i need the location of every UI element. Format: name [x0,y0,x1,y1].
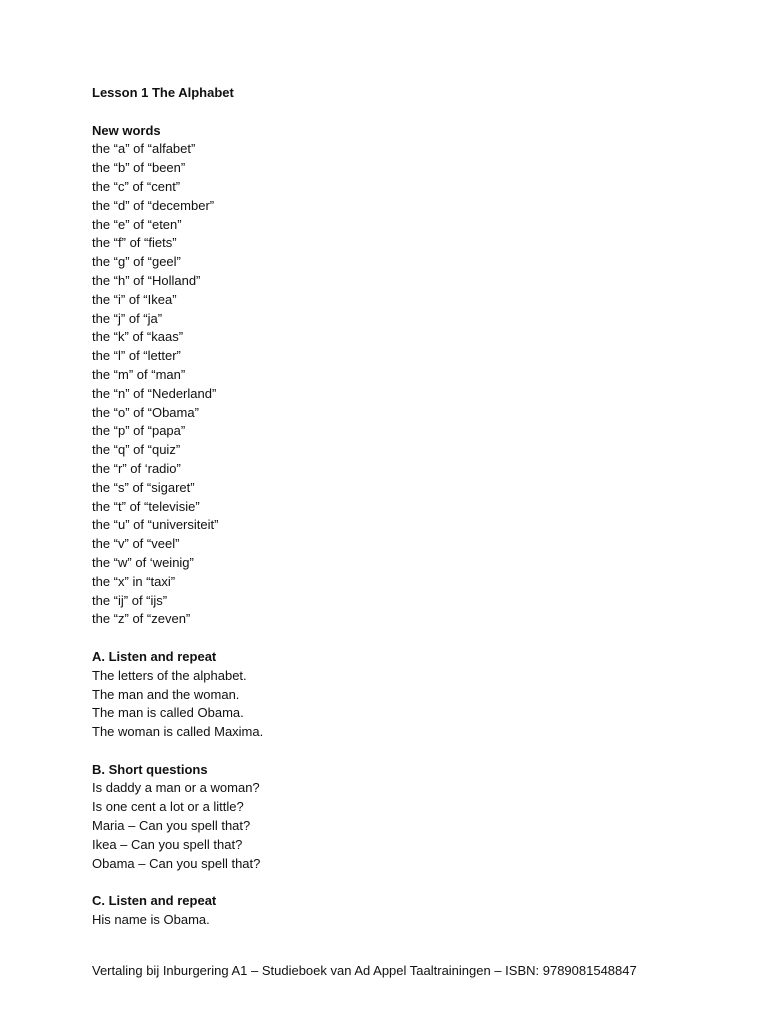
section-c-line: His name is Obama. [92,912,210,928]
new-word-item: the “u” of “universiteit” [92,517,219,533]
page-footer: Vertaling bij Inburgering A1 – Studieboek van Ad Appel Taaltrainingen – ISBN: 9789081548847 [92,963,637,978]
section-a-line: The letters of the alphabet. [92,667,247,683]
document-body [92,84,732,930]
new-word-item: the “i” of “Ikea” [92,291,177,307]
new-word-item: the “e” of “eten” [92,216,182,232]
spacer [92,103,732,122]
new-word-item: the “s” of “sigaret” [92,479,195,495]
lesson-title: Lesson 1 The Alphabet [92,85,234,100]
new-word-item: the “r” of ‘radio” [92,460,181,476]
new-word-item: the “m” of “man” [92,366,186,382]
section-b-line: Is one cent a lot or a little? [92,799,244,815]
new-word-item: the “x” in “taxi” [92,573,176,589]
new-word-item: the “h” of “Holland” [92,272,201,288]
new-word-item: the “ij” of “ijs” [92,592,168,608]
new-word-item: the “c” of “cent” [92,178,181,194]
section-b-line: Maria – Can you spell that? [92,818,251,834]
section-b-line: Ikea – Can you spell that? [92,836,243,852]
section-b-heading: B. Short questions [92,761,208,777]
section-b-line: Is daddy a man or a woman? [92,780,260,796]
new-words-list [92,140,732,629]
new-word-item: the “j” of “ja” [92,310,163,326]
new-word-item: the “z” of “zeven” [92,611,191,627]
new-word-item: the “k” of “kaas” [92,329,184,345]
section-a-line: The woman is called Maxima. [92,724,264,740]
new-word-item: the “p” of “papa” [92,423,186,439]
section-a-line: The man is called Obama. [92,705,244,721]
section-c-heading: C. Listen and repeat [92,893,217,909]
new-word-item: the “g” of “geel” [92,254,181,270]
new-word-item: the “a” of “alfabet” [92,141,196,157]
new-word-item: the “v” of “veel” [92,536,180,552]
new-word-item: the “o” of “Obama” [92,404,199,420]
new-word-item: the “l” of “letter” [92,348,181,364]
section-a-line: The man and the woman. [92,686,240,702]
new-word-item: the “d” of “december” [92,197,215,213]
spacer [92,873,732,892]
section-a-heading: A. Listen and repeat [92,648,217,664]
new-word-item: the “n” of “Nederland” [92,385,217,401]
new-word-item: the “q” of “quiz” [92,442,181,458]
section-b-line: Obama – Can you spell that? [92,855,261,871]
new-word-item: the “w” of ‘weinig” [92,554,194,570]
new-word-item: the “b” of “been” [92,160,186,176]
spacer [92,629,732,648]
spacer [92,742,732,761]
new-word-item: the “f” of “fiets” [92,235,177,251]
new-word-item: the “t” of “televisie” [92,498,200,514]
new-words-heading: New words [92,122,161,138]
